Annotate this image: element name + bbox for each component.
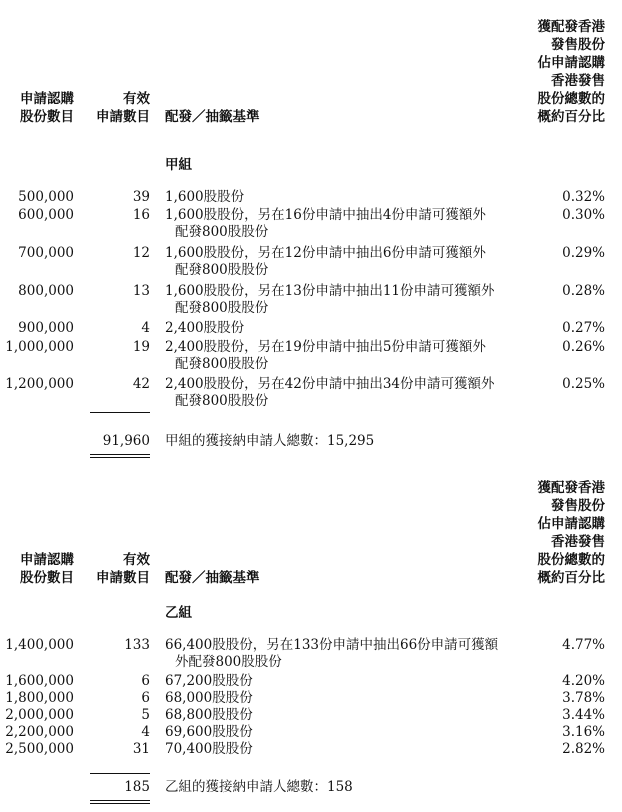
allocation-basis-text: 配發800股股份 (175, 300, 269, 316)
header-allocation-percentage: 香港發售 (551, 73, 605, 89)
valid-applications-value: 12 (132, 245, 150, 261)
shares-applied-value: 700,000 (18, 245, 74, 261)
allocation-percentage-value: 0.25% (562, 376, 605, 392)
allocation-percentage-value: 3.16% (562, 724, 605, 740)
allocation-percentage-value: 2.82% (562, 741, 605, 757)
allocation-percentage-value: 0.28% (562, 283, 605, 299)
allocation-basis-text: 配發800股股份 (175, 356, 269, 372)
valid-applications-value: 6 (141, 690, 150, 706)
allocation-percentage-value: 0.27% (562, 320, 605, 336)
header-shares-applied: 股份數目 (20, 570, 74, 586)
allocation-basis-text: 1,600股股份 (165, 189, 245, 205)
valid-applications-value: 19 (132, 339, 150, 355)
shares-applied-value: 2,200,000 (5, 724, 74, 740)
total-double-rule (90, 803, 150, 804)
header-allocation-percentage: 概約百分比 (537, 109, 605, 125)
header-shares-applied: 申請認購 (20, 552, 74, 568)
allocation-percentage-value: 4.20% (562, 673, 605, 689)
total-successful-applicants: 乙組的獲接納申請人總數：158 (165, 779, 353, 795)
group-label: 乙組 (165, 605, 192, 621)
valid-applications-value: 6 (141, 673, 150, 689)
total-double-rule (90, 454, 150, 455)
allocation-percentage-value: 0.30% (562, 207, 605, 223)
allocation-basis-text: 66,400股股份，另在133份申請中抽出66份申請可獲額 (165, 637, 499, 653)
valid-applications-value: 31 (132, 741, 150, 757)
header-shares-applied: 申請認購 (20, 91, 74, 107)
shares-applied-value: 2,000,000 (5, 707, 74, 723)
allocation-percentage-value: 3.44% (562, 707, 605, 723)
total-double-rule (90, 457, 150, 458)
allocation-basis-text: 69,600股股份 (165, 724, 253, 740)
allocation-percentage-value: 0.32% (562, 189, 605, 205)
allocation-basis-text: 2,400股股份，另在19份申請中抽出5份申請可獲額外 (165, 339, 486, 355)
allocation-basis-text: 70,400股股份 (165, 741, 253, 757)
header-valid-applications: 有效 (123, 552, 150, 568)
allocation-basis-text: 1,600股股份，另在13份申請中抽出11份申請可獲額外 (165, 283, 495, 299)
valid-applications-value: 4 (141, 320, 150, 336)
valid-applications-value: 4 (141, 724, 150, 740)
valid-applications-value: 16 (132, 207, 150, 223)
header-valid-applications: 申請數目 (96, 109, 150, 125)
header-allocation-percentage: 概約百分比 (537, 570, 605, 586)
total-successful-applicants: 甲組的獲接納申請人總數：15,295 (165, 433, 375, 449)
allocation-basis-text: 外配發800股股份 (175, 654, 282, 670)
allocation-basis-text: 1,600股股份，另在16份申請中抽出4份申請可獲額外 (165, 207, 486, 223)
valid-applications-value: 39 (132, 189, 150, 205)
valid-applications-value: 13 (132, 283, 150, 299)
total-double-rule (90, 800, 150, 801)
header-allocation-percentage: 獲配發香港 (537, 19, 605, 35)
allocation-basis-text: 配發800股股份 (175, 262, 269, 278)
subtotal-rule (90, 412, 150, 413)
shares-applied-value: 600,000 (18, 207, 74, 223)
subtotal-rule (90, 773, 150, 774)
allocation-basis-text: 2,400股股份，另在42份申請中抽出34份申請可獲額外 (165, 376, 495, 392)
header-allocation-percentage: 獲配發香港 (537, 480, 605, 496)
header-allocation-basis: 配發／抽籤基準 (165, 109, 260, 125)
valid-applications-value: 42 (132, 376, 150, 392)
header-allocation-percentage: 發售股份 (551, 498, 605, 514)
shares-applied-value: 800,000 (18, 283, 74, 299)
shares-applied-value: 500,000 (18, 189, 74, 205)
header-allocation-percentage: 佔申請認購 (537, 516, 605, 532)
valid-applications-value: 5 (141, 707, 150, 723)
total-valid-applications: 185 (124, 779, 150, 795)
header-valid-applications: 申請數目 (96, 570, 150, 586)
allocation-basis-text: 67,200股股份 (165, 673, 253, 689)
header-allocation-percentage: 佔申請認購 (537, 55, 605, 71)
header-allocation-percentage: 股份總數的 (537, 91, 605, 107)
allocation-basis-text: 配發800股股份 (175, 393, 269, 409)
allocation-basis-text: 1,600股股份，另在12份申請中抽出6份申請可獲額外 (165, 245, 486, 261)
header-allocation-percentage: 香港發售 (551, 534, 605, 550)
shares-applied-value: 1,400,000 (5, 637, 74, 653)
header-allocation-percentage: 發售股份 (551, 37, 605, 53)
shares-applied-value: 1,000,000 (5, 339, 74, 355)
shares-applied-value: 1,800,000 (5, 690, 74, 706)
shares-applied-value: 1,600,000 (5, 673, 74, 689)
group-label: 甲組 (165, 157, 192, 173)
shares-applied-value: 900,000 (18, 320, 74, 336)
allocation-percentage-value: 3.78% (562, 690, 605, 706)
allocation-percentage-value: 4.77% (562, 637, 605, 653)
allocation-percentage-value: 0.29% (562, 245, 605, 261)
header-allocation-basis: 配發／抽籤基準 (165, 570, 260, 586)
allocation-basis-text: 68,000股股份 (165, 690, 253, 706)
header-shares-applied: 股份數目 (20, 109, 74, 125)
shares-applied-value: 2,500,000 (5, 741, 74, 757)
allocation-basis-text: 配發800股股份 (175, 224, 269, 240)
allocation-percentage-value: 0.26% (562, 339, 605, 355)
allocation-basis-text: 2,400股股份 (165, 320, 245, 336)
allocation-basis-text: 68,800股股份 (165, 707, 253, 723)
header-valid-applications: 有效 (123, 91, 150, 107)
valid-applications-value: 133 (124, 637, 150, 653)
header-allocation-percentage: 股份總數的 (537, 552, 605, 568)
shares-applied-value: 1,200,000 (5, 376, 74, 392)
total-valid-applications: 91,960 (102, 433, 150, 449)
